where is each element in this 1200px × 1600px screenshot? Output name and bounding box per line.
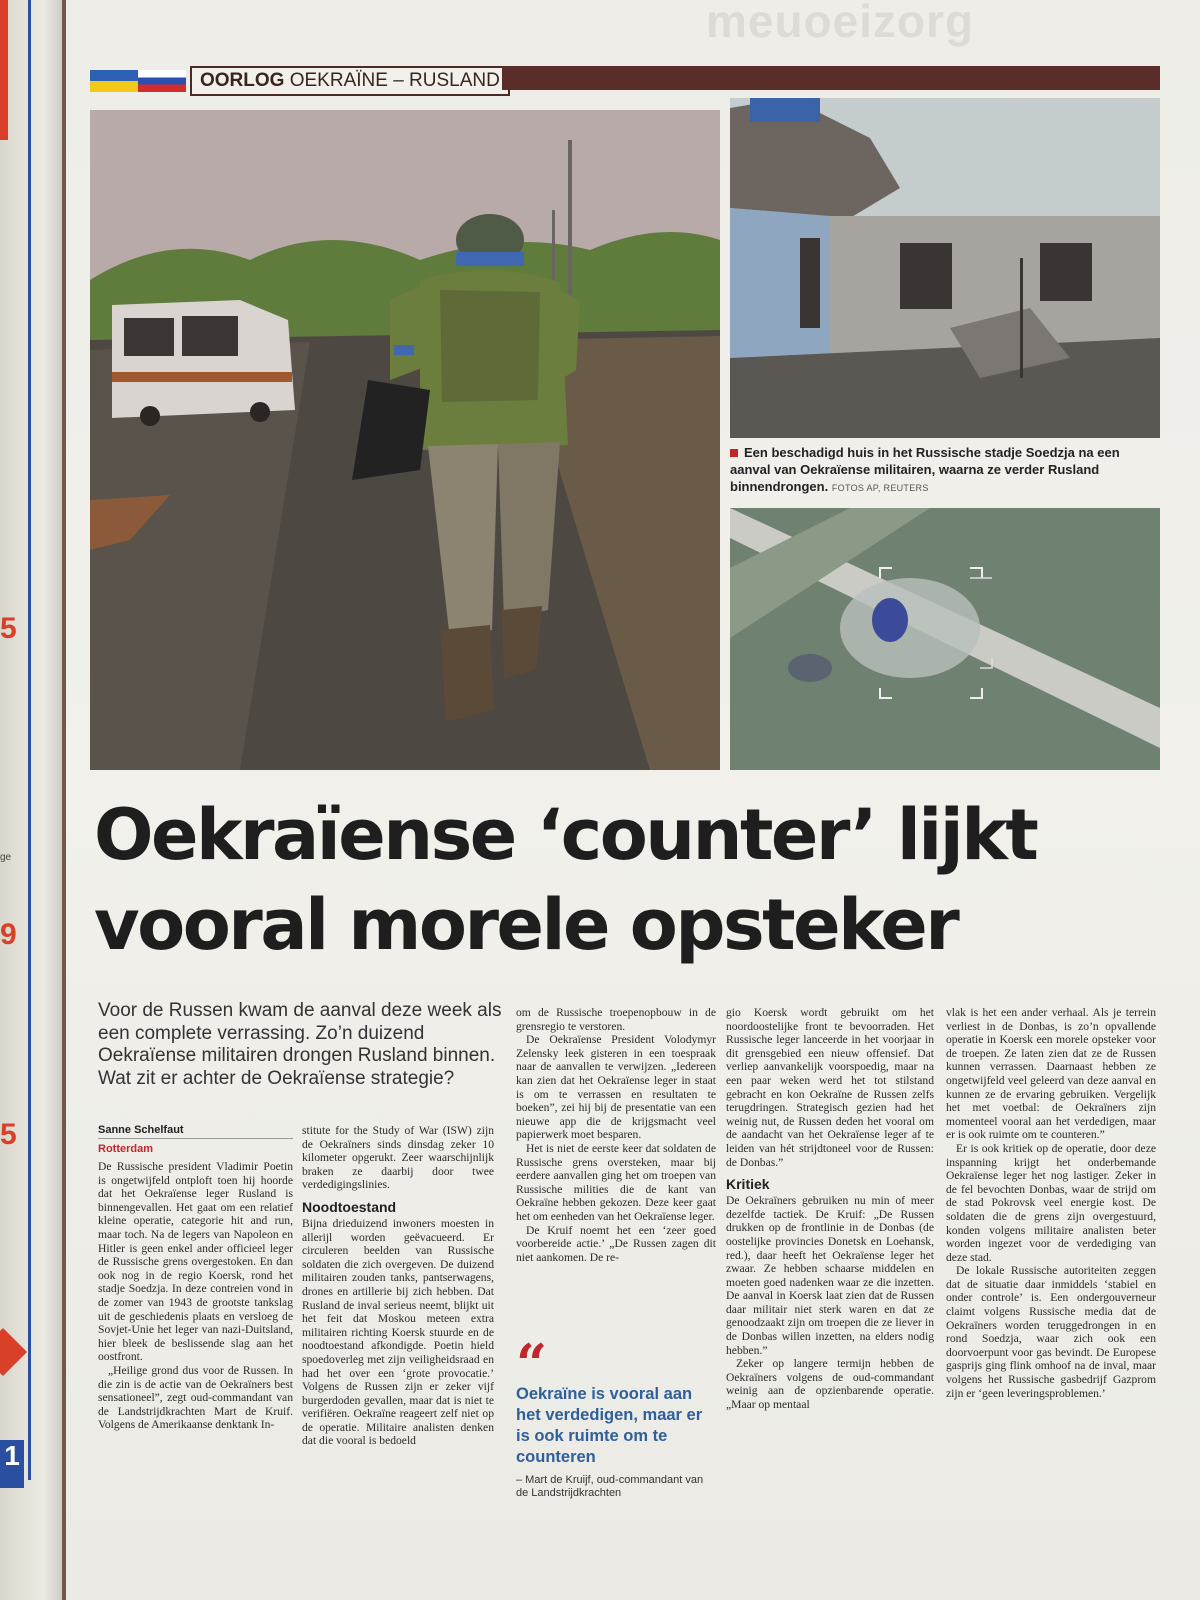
- article-column-4: [726, 1006, 934, 1540]
- quote-mark-icon: “: [516, 1332, 548, 1396]
- prev-page-fragment: 5: [0, 1118, 17, 1151]
- paragraph: Er is ook kritiek op de operatie, door deze inspanning krijgt het onderbemande Oekraïense leger het nog lastiger. Zeker in de fel bevochten Donbas, waar de strijd om de stad Pokrovsk veel energie kost. De soldaten die de grens zijn overgestuurd, konden volgens militaire analisten beter worden ingezet voor de verdediging van deze stad.: [946, 1141, 1156, 1264]
- previous-page-edge: [0, 0, 62, 1600]
- prev-page-fragment: 1: [0, 1440, 24, 1488]
- newspaper-page: [66, 0, 1200, 1600]
- section-label: [190, 66, 510, 96]
- red-accent-strip: [0, 0, 8, 140]
- article-intro: Voor de Russen kwam de aanval deze week als een complete verrassing. Zo’n duizend Oekraïense militairen drongen Rusland binnen. Wat zit er achter de Oekraïense strategie?: [98, 1000, 502, 1089]
- masthead-show-through: meuoeizorg: [706, 0, 975, 47]
- article-column-1: [98, 1160, 293, 1540]
- article-column-3: [516, 1006, 716, 1326]
- photo-drone-footage: [730, 508, 1160, 770]
- caption-square-icon: [730, 449, 738, 457]
- headline-line-2: vooral morele opsteker: [94, 884, 958, 966]
- ukraine-flag-icon: [90, 70, 138, 92]
- paragraph: Bijna drieduizend inwoners moesten in allerijl worden geëvacueerd. Er circuleren beelden van Russische soldaten die zich overgeven. De duizend militairen zouden tanks, pantserwagens, drones en artillerie bij zich hebben. Dat Rusland de inval serieus neemt, blijkt uit het feit dat Moskou meteen extra militairen richting Koersk stuurde en de noodtoestand afkondigde. Poetin hield spoedoverleg met zijn veiligheidsraad en had het over een ‘grote provocatie.’ Volgens de Russen zijn er zeker vijf burgerdoden gevallen, maar dat is niet te verifiëren. Oekraïne reageert zelf niet op de operatie. Militaire analisten denken dat die vooral is bedoeld: [302, 1216, 494, 1448]
- article-column-2: [302, 1124, 494, 1540]
- headline-line-1: Oekraïense ‘counter’ lijkt: [94, 794, 1037, 876]
- section-label-rest: OEKRAÏNE – RUSLAND: [289, 70, 500, 91]
- damaged-house-illustration: [730, 98, 1160, 438]
- photo-damaged-house: [730, 98, 1160, 438]
- caption-text: Een beschadigd huis in het Russische stadje Soedzja na een aanval van Oekraïense militairen, waarna ze verder Rusland binnendrongen.: [730, 445, 1120, 494]
- prev-page-fragment: 9: [0, 918, 17, 951]
- paragraph: stitute for the Study of War (ISW) zijn de Oekraïners sinds dinsdag zeker 10 kilometer opgerukt. Zeer waarschijnlijk braken ze daarbij door twee verdedigingslinies.: [302, 1124, 494, 1192]
- section-label-bold: OORLOG: [200, 70, 285, 91]
- pull-quote: [516, 1332, 716, 1500]
- soldier-photo-illustration: [90, 110, 720, 770]
- prev-page-fragment: 5: [0, 612, 17, 645]
- prev-page-fragment: ge: [0, 852, 12, 863]
- article-column-5: [946, 1006, 1156, 1540]
- paragraph: De Russische president Vladimir Poetin is ongetwijfeld ontploft toen hij hoorde dat het Oekraïense leger Rusland is binnengevallen. Het gaat om een relatief kleine operatie, categorie hit and run, maar toch. Na de legers van Napoleon en Hitler is geen enkel ander officieel leger de Russische grens overgestoken. En dan ook nog in de regio Koersk, rond het stadje Soedzja. In deze contreien vond in de zomer van 1943 de grootste tankslag uit de geschiedenis plaats en versloeg de Sovjet-Unie het leger van nazi-Duitsland, hier bleek de beslissende slag aan het oostfront.: [98, 1160, 293, 1364]
- drone-footage-illustration: [730, 508, 1160, 770]
- photo-caption: [730, 444, 1160, 497]
- subheading-kritiek: Kritiek: [726, 1176, 770, 1193]
- paragraph: gio Koersk wordt gebruikt om het noordoostelijke front te bevoorraden. Het Russische leger lanceerde in het voorjaar in dit grensgebied een nieuw offensief. Dat verliep aanvankelijk voorspoedig, maar na een paar weken werd het tot stilstand gebracht en kon Oekraïne de Russen zelfs terugdringen. Strategisch gezien had het weinig nut, de Russen deden het vooral om de aandacht van het Oekraïense leger af te leiden van hét strijdtoneel voor de Russen: de Donbas.”: [726, 1006, 934, 1169]
- paragraph: De Oekraïners gebruiken nu min of meer dezelfde tactiek. De Kruif: „De Russen drukken op de frontlinie in de Donbas (de oostelijke provincies Donetsk en Loehansk, red.), daar heeft het Oekraïense leger het zwaar. Ze hebben schaarse middelen en moeten goed nadenken waar ze die inzetten. De aanval in Koersk laat zien dat de Russen daar militair niet sterk waren en dat ze genoodzaakt zijn om troepen die ze liever in de Donbas willen inzetten, na elders nodig hebben.”: [726, 1194, 934, 1357]
- paragraph: om de Russische troepenopbouw in de grensregio te verstoren.: [516, 1006, 716, 1033]
- paragraph: De Kruif noemt het een ‘zeer goed voorbereide actie.’ „De Russen zagen dit niet aankomen. De re-: [516, 1223, 716, 1264]
- burnt-van: [112, 300, 295, 426]
- subheading-noodtoestand: Noodtoestand: [302, 1198, 397, 1215]
- photo-credit: FOTOS AP, REUTERS: [831, 483, 929, 493]
- section-rule: [502, 66, 1160, 90]
- section-bar: [90, 66, 1160, 96]
- paragraph: Zeker op langere termijn hebben de Oekraïners volgens de oud-commandant weinig aan de opzienbarende operatie. „Maar op mentaal: [726, 1357, 934, 1412]
- headline: [94, 790, 1174, 970]
- blue-column-rule: [28, 0, 31, 1480]
- pull-quote-text: Oekraïne is vooral aan het verdedigen, maar er is ook ruimte om te counteren: [516, 1385, 703, 1466]
- dateline: Rotterdam: [98, 1143, 154, 1155]
- photo-soldier-on-road: [90, 110, 720, 770]
- pull-quote-attribution: – Mart de Kruijf, oud-commandant van de Landstrijdkrachten: [516, 1474, 704, 1499]
- paragraph: Het is niet de eerste keer dat soldaten de Russische grens oversteken, maar bij eerdere aanvallen ging het om troepen van Russische milities die de kant van Oekraïne hebben gekozen. Deze keer gaat het om eenheden van het Oekraïense leger.: [516, 1141, 716, 1223]
- paragraph: vlak is het een ander verhaal. Als je terrein verliest in de Donbas, is zo’n opvallende operatie in Koersk een morele opsteker voor de troepen. Ze laten zien dat ze de Russen kunnen verrassen. Daarnaast hebben ze ongetwijfeld veel geleerd van deze aanval en kunnen ze de ervaring gebruiken. Vergelijk het met voetbal: de Oekraïners zijn momenteel vooral aan het verdedigen, maar er is ook ruimte om te counteren.”: [946, 1006, 1156, 1142]
- paragraph: De Oekraïense President Volodymyr Zelensky leek gisteren in een toespraak naar de aanvallen te verwijzen. „Iedereen kan zien dat het Oekraïense leger in staat is om te verrassen en resultaten te boeken”, zei hij bij de presentatie van een nieuwe app die de krijgsmacht veel papierwerk moet besparen.: [516, 1033, 716, 1142]
- paragraph: De lokale Russische autoriteiten zeggen dat de situatie daar inmiddels ‘stabiel en onder controle’ is. Een ondergouverneur claimt volgens Russische media dat de Oekraïners worden teruggedrongen in en rond Soedzja, waar zich ook een doorvoerpunt voor gas bevindt. De Europese gasprijs ging flink omhoof na de inval, maar volgens het Russische gasbedrijf Gazprom zijn er ‘geen leveringsproblemen.’: [946, 1264, 1156, 1400]
- paragraph: „Heilige grond dus voor de Russen. In die zin is de actie van de Oekraïners best sensationeel”, zegt oud-commandant van de Landstrijdkrachten Mart de Kruif. Volgens de Amerikaanse denktank In-: [98, 1363, 293, 1432]
- russia-flag-icon: [138, 70, 186, 92]
- author-byline: Sanne Schelfaut: [98, 1124, 293, 1139]
- red-diamond-icon: [0, 1328, 27, 1376]
